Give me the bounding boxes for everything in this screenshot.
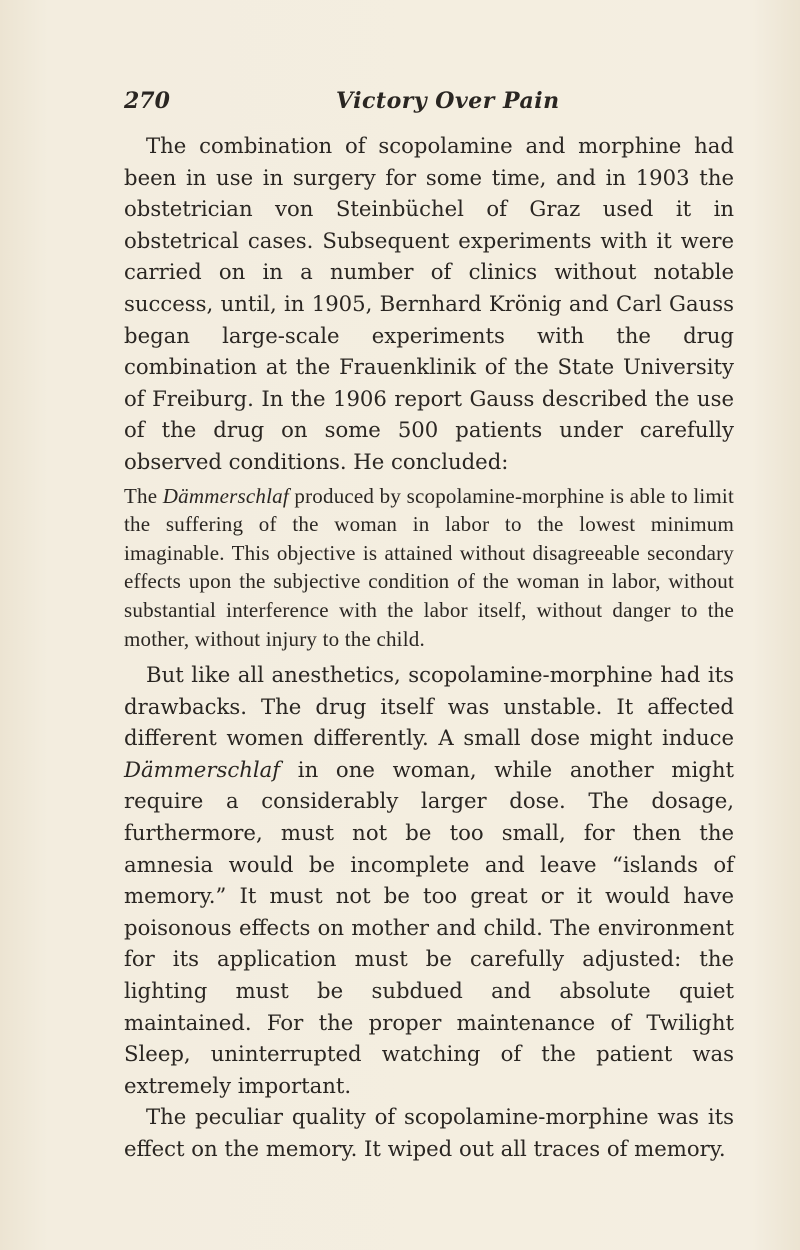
paragraph-1: The combination of scopolamine and morphine had been in use in surgery for some time, and in 1903 the obstetrician von Steinbüchel of Graz used it in obstetrical cases. Subsequent experiments with it were carried on in a number of clinics without notable success, until, in 1905, Bernhard Krönig and Carl Gauss began large-scale experiments with the drug combination at the Frauenklinik of the State University of Freiburg. In the 1906 report Gauss described the use of the drug on some 500 patients under carefully observed conditions. He concluded: <box>124 133 734 474</box>
quote-text-start: The <box>124 483 163 508</box>
page-header <box>124 88 734 118</box>
body-text <box>124 130 734 1165</box>
paragraph-2-end: in one woman, while another might require a considerably larger dose. The dosage, furthermore, must not be too small, for then the amnesia would be incomplete and leave “islands of memory.” It must not be too great or it would have poisonous effects on mother and child. The environment for its application must be carefully adjusted: the lighting must be subdued and absolute quiet maintained. For the proper maintenance of Twilight Sleep, uninterrupted watching of the patient was extremely important. <box>124 756 734 1098</box>
quote-text-end: produced by scopolamine-morphine is able to limit the suffering of the woman in labor to the lowest minimum imaginable. This objective is attained without disagreeable secondary effects upon the subjective condition of the woman in labor, without substantial interference with the labor itself, without danger to the mother, without injury to the child. <box>124 483 734 651</box>
paragraph-2-start: But like all anesthetics, scopolamine-morphine had its drawbacks. The drug itself was unstable. It affected different women differently. A small dose might induce <box>124 662 734 751</box>
page-number: 270 <box>124 88 170 114</box>
running-title: Victory Over Pain <box>336 88 560 114</box>
quote-term: Dämmerschlaf <box>162 483 289 508</box>
paragraph-3: The peculiar quality of scopolamine-morphine was its effect on the memory. It wiped out all traces of memory. <box>124 1104 734 1161</box>
paragraph-2 <box>124 659 734 1101</box>
paragraph-2-term: Dämmerschlaf <box>124 756 281 782</box>
block-quote <box>124 482 734 654</box>
